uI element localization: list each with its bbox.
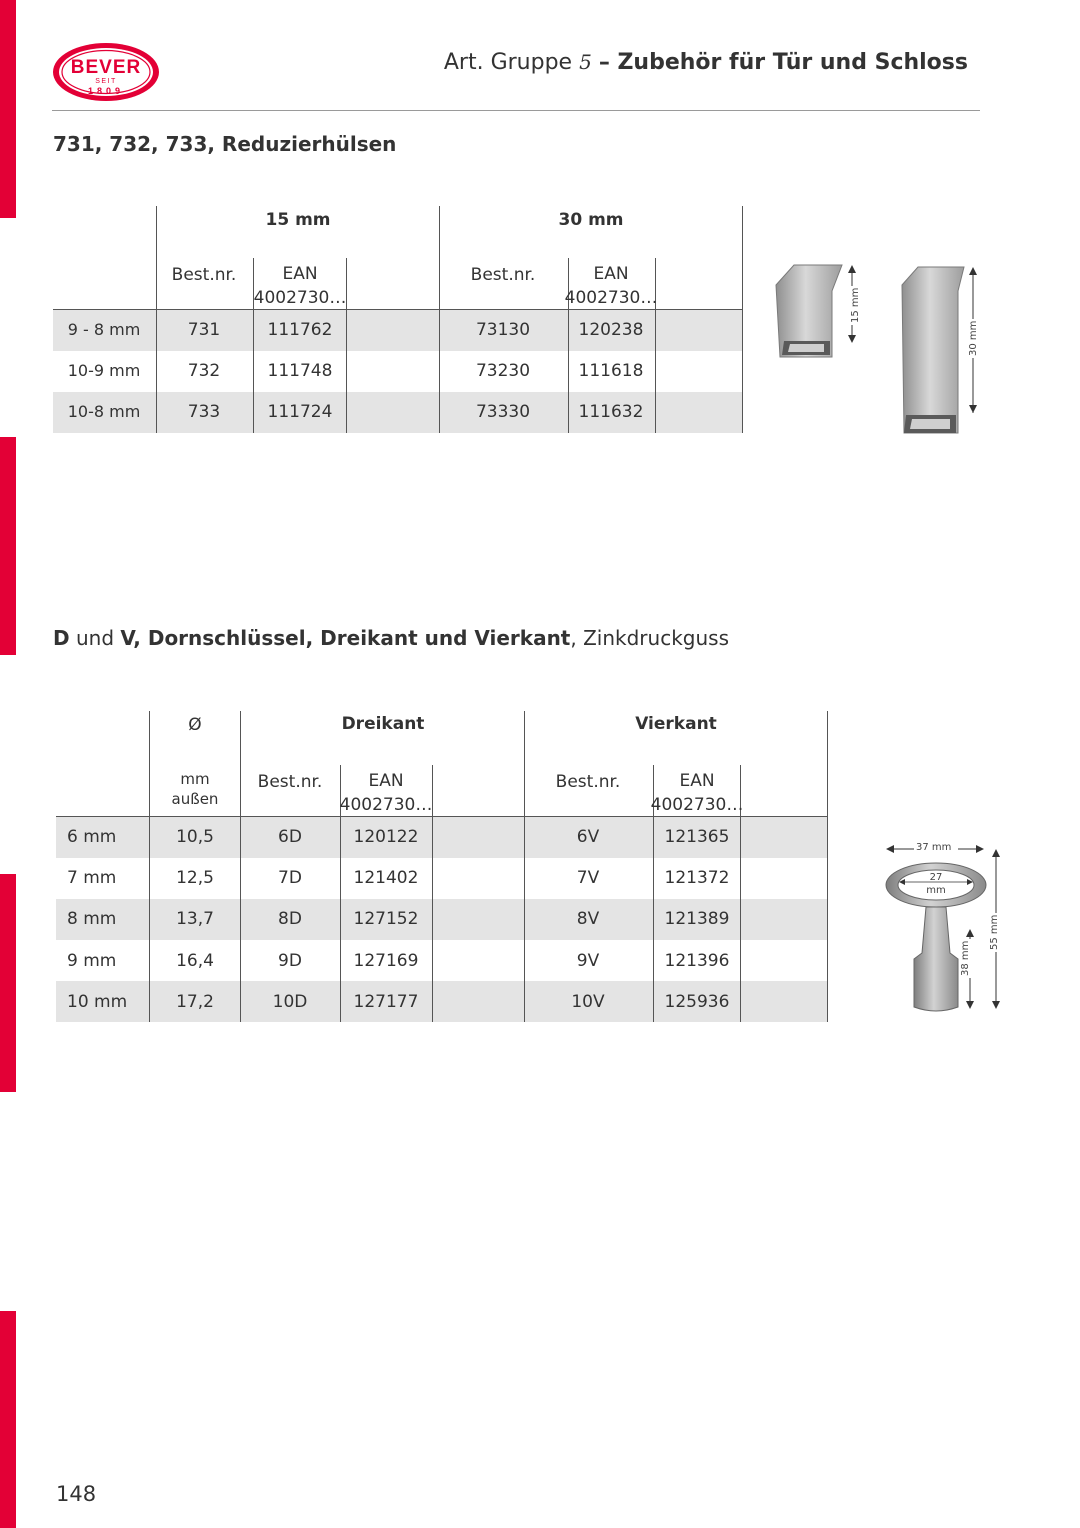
diameter-note: außen xyxy=(171,790,219,808)
ean-cell: 111724 xyxy=(267,402,333,422)
ean-cell: 111632 xyxy=(578,402,644,422)
ean-cell: 111762 xyxy=(267,320,333,340)
ean-label: EAN xyxy=(368,771,404,791)
size-cell: 9 - 8 mm xyxy=(67,320,141,339)
bestnr-cell: 9D xyxy=(278,951,302,971)
size-cell: 10 mm xyxy=(67,992,128,1012)
size-cell: 10-8 mm xyxy=(67,402,141,421)
col-divider xyxy=(439,206,440,433)
col-head-30mm: 30 mm xyxy=(558,210,624,230)
section1-title-text: 731, 732, 733, Reduzierhülsen xyxy=(53,132,397,156)
sleeve-dim-15: 15 mm xyxy=(850,287,861,323)
key-dim-ring xyxy=(924,873,948,896)
header-divider xyxy=(52,110,980,111)
ean-cell: 125936 xyxy=(664,992,730,1012)
ean-cell: 120122 xyxy=(353,827,419,847)
diameter-cell: 10,5 xyxy=(176,827,214,847)
side-marker-1 xyxy=(0,0,16,218)
ean-cell: 121396 xyxy=(664,951,730,971)
col-divider xyxy=(240,711,241,1022)
bestnr-cell: 731 xyxy=(187,320,221,340)
bever-logo xyxy=(50,40,162,104)
bestnr-cell: 9V xyxy=(576,951,600,971)
bestnr-cell: 10D xyxy=(272,992,308,1012)
diameter-cell: 16,4 xyxy=(176,951,214,971)
header-title: – Zubehör für Tür und Schloss xyxy=(598,50,968,75)
bestnr-cell: 732 xyxy=(187,361,221,381)
key-dim-ring-unit: mm xyxy=(926,885,946,896)
ean-cell: 111748 xyxy=(267,361,333,381)
bestnr-label: Best.nr. xyxy=(555,772,621,792)
section2-title xyxy=(53,626,729,650)
size-cell: 9 mm xyxy=(67,951,117,971)
col-head-15mm: 15 mm xyxy=(265,210,331,230)
col-head-dreikant: Dreikant xyxy=(341,714,425,734)
ean-cell: 111618 xyxy=(578,361,644,381)
ean-prefix: 4002730… xyxy=(650,795,744,815)
bestnr-cell: 8V xyxy=(576,909,600,929)
size-cell: 8 mm xyxy=(67,909,117,929)
ean-prefix: 4002730… xyxy=(339,795,433,815)
page-header xyxy=(444,50,968,75)
bestnr-label: Best.nr. xyxy=(171,265,237,285)
col-divider xyxy=(149,711,150,1022)
ean-cell: 127169 xyxy=(353,951,419,971)
ean-prefix: 4002730… xyxy=(564,288,658,308)
section2-title-und: und xyxy=(69,626,121,650)
logo-word: BEVER xyxy=(70,57,142,78)
ean-cell: 127177 xyxy=(353,992,419,1012)
bestnr-cell: 73130 xyxy=(475,320,531,340)
diameter-unit: mm xyxy=(180,770,210,788)
ean-label: EAN xyxy=(593,264,629,284)
side-marker-4 xyxy=(0,1311,16,1528)
section2-title-d: D xyxy=(53,626,70,650)
side-marker-3 xyxy=(0,874,16,1092)
sleeve-illustration xyxy=(760,255,990,455)
key-dim-shaft: 38 mm xyxy=(960,940,971,976)
key-dim-ring-value: 27 xyxy=(929,872,943,883)
size-cell: 10-9 mm xyxy=(67,361,141,380)
ean-label: EAN xyxy=(282,264,318,284)
bestnr-cell: 733 xyxy=(187,402,221,422)
side-marker-2 xyxy=(0,437,16,655)
header-prefix: Art. Gruppe xyxy=(443,50,573,75)
col-divider xyxy=(742,206,743,433)
bestnr-cell: 8D xyxy=(278,909,302,929)
bestnr-cell: 7V xyxy=(576,868,600,888)
ean-cell: 121372 xyxy=(664,868,730,888)
col-divider xyxy=(346,258,347,433)
col-divider xyxy=(156,206,157,433)
bestnr-cell: 6D xyxy=(278,827,302,847)
col-divider xyxy=(524,711,525,1022)
section2-title-rest: , Zinkdruckguss xyxy=(570,626,729,650)
size-cell: 6 mm xyxy=(67,827,117,847)
logo-year: 1809 xyxy=(87,86,125,96)
ean-cell: 120238 xyxy=(578,320,644,340)
col-divider xyxy=(253,258,254,433)
key-dim-width: 37 mm xyxy=(916,842,952,853)
header-group-number: 5 xyxy=(579,50,592,74)
ean-prefix: 4002730… xyxy=(253,288,347,308)
bestnr-cell: 73330 xyxy=(475,402,531,422)
bestnr-cell: 10V xyxy=(571,992,605,1012)
col-head-diameter: Ø xyxy=(188,715,202,735)
bestnr-label: Best.nr. xyxy=(470,265,536,285)
diameter-cell: 13,7 xyxy=(176,909,214,929)
ean-label: EAN xyxy=(679,771,715,791)
logo-seit: SEIT xyxy=(95,78,117,85)
bestnr-cell: 73230 xyxy=(475,361,531,381)
bestnr-label: Best.nr. xyxy=(257,772,323,792)
diameter-cell: 12,5 xyxy=(176,868,214,888)
key-dim-total: 55 mm xyxy=(989,914,1000,950)
section2-title-main: V, Dornschlüssel, Dreikant und Vierkant xyxy=(120,626,571,650)
col-head-vierkant: Vierkant xyxy=(635,714,717,734)
bestnr-cell: 6V xyxy=(576,827,600,847)
ean-cell: 121389 xyxy=(664,909,730,929)
ean-cell: 121402 xyxy=(353,868,419,888)
ean-cell: 127152 xyxy=(353,909,419,929)
page-number: 148 xyxy=(56,1482,97,1506)
col-divider xyxy=(827,711,828,1022)
ean-cell: 121365 xyxy=(664,827,730,847)
section1-title xyxy=(53,132,396,156)
table-header-rule xyxy=(56,816,828,817)
bestnr-cell: 7D xyxy=(278,868,302,888)
size-cell: 7 mm xyxy=(67,868,117,888)
col-divider xyxy=(655,258,656,433)
col-divider xyxy=(568,258,569,433)
sleeve-dim-30: 30 mm xyxy=(968,320,979,356)
diameter-cell: 17,2 xyxy=(176,992,214,1012)
